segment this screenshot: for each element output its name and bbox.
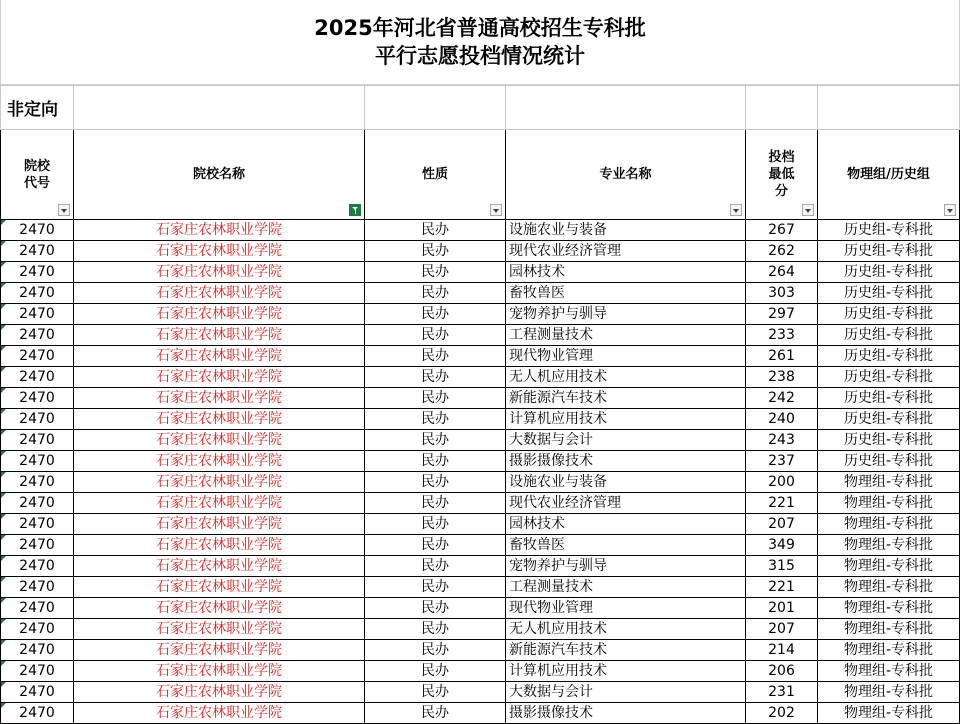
table-row <box>1 703 960 724</box>
header-code-label: 院校 代号 <box>23 158 50 191</box>
admission-table <box>0 85 960 724</box>
header-major[interactable] <box>506 130 746 220</box>
cell-major[interactable]: 摄影摄像技术 <box>506 703 746 724</box>
title-line-1: 2025年河北省普通高校招生专科批 <box>314 16 646 40</box>
cell-nature[interactable]: 民办 <box>365 430 506 451</box>
cell-group[interactable]: 历史组-专科批 <box>818 241 960 262</box>
table-row <box>1 661 960 682</box>
cell-group[interactable]: 历史组-专科批 <box>818 283 960 304</box>
header-major-label: 专业名称 <box>599 167 652 182</box>
cell-group[interactable]: 物理组-专科批 <box>818 619 960 640</box>
cell-score[interactable]: 297 <box>746 304 818 325</box>
cell-group[interactable]: 物理组-专科批 <box>818 514 960 535</box>
cell-major[interactable]: 无人机应用技术 <box>506 367 746 388</box>
cell-code[interactable]: 2470 <box>1 682 74 703</box>
cell-school[interactable]: 石家庄农林职业学院 <box>74 451 365 472</box>
cell-school[interactable]: 石家庄农林职业学院 <box>74 556 365 577</box>
cell-code[interactable]: 2470 <box>1 388 74 409</box>
cell-major[interactable]: 宠物养护与驯导 <box>506 304 746 325</box>
cell-major[interactable]: 畜牧兽医 <box>506 283 746 304</box>
cell-nature[interactable]: 民办 <box>365 598 506 619</box>
cell-score[interactable]: 262 <box>746 241 818 262</box>
table-row <box>1 220 960 241</box>
cell-score[interactable]: 214 <box>746 640 818 661</box>
cell-major[interactable]: 现代农业经济管理 <box>506 241 746 262</box>
cell-major[interactable]: 工程测量技术 <box>506 325 746 346</box>
table-row <box>1 472 960 493</box>
filter-dropdown-icon[interactable] <box>58 204 70 216</box>
cell-major[interactable]: 新能源汽车技术 <box>506 640 746 661</box>
header-row <box>1 130 960 220</box>
empty-cell[interactable] <box>818 86 960 130</box>
cell-code[interactable]: 2470 <box>1 304 74 325</box>
cell-code[interactable]: 2470 <box>1 430 74 451</box>
table-row <box>1 388 960 409</box>
cell-school[interactable]: 石家庄农林职业学院 <box>74 367 365 388</box>
cell-school[interactable]: 石家庄农林职业学院 <box>74 703 365 724</box>
filter-dropdown-icon[interactable] <box>802 204 814 216</box>
cell-school[interactable]: 石家庄农林职业学院 <box>74 493 365 514</box>
cell-nature[interactable]: 民办 <box>365 388 506 409</box>
cell-major[interactable]: 现代物业管理 <box>506 346 746 367</box>
cell-group[interactable]: 物理组-专科批 <box>818 703 960 724</box>
cell-school[interactable]: 石家庄农林职业学院 <box>74 283 365 304</box>
cell-group[interactable]: 物理组-专科批 <box>818 598 960 619</box>
cell-group[interactable]: 历史组-专科批 <box>818 367 960 388</box>
cell-nature[interactable]: 民办 <box>365 367 506 388</box>
table-row <box>1 262 960 283</box>
table-row <box>1 241 960 262</box>
cell-score[interactable]: 315 <box>746 556 818 577</box>
cell-school[interactable]: 石家庄农林职业学院 <box>74 598 365 619</box>
cell-school[interactable]: 石家庄农林职业学院 <box>74 388 365 409</box>
header-school[interactable] <box>74 130 365 220</box>
table-row <box>1 451 960 472</box>
cell-code[interactable]: 2470 <box>1 535 74 556</box>
cell-nature[interactable]: 民办 <box>365 262 506 283</box>
cell-major[interactable]: 无人机应用技术 <box>506 619 746 640</box>
cell-major[interactable]: 工程测量技术 <box>506 577 746 598</box>
cell-major[interactable]: 大数据与会计 <box>506 682 746 703</box>
title-line-2: 平行志愿投档情况统计 <box>375 44 585 68</box>
table-row <box>1 598 960 619</box>
header-nature-label: 性质 <box>421 167 448 182</box>
table-row <box>1 346 960 367</box>
filter-dropdown-icon[interactable] <box>730 204 742 216</box>
cell-nature[interactable]: 民办 <box>365 535 506 556</box>
cell-group[interactable]: 历史组-专科批 <box>818 451 960 472</box>
cell-school[interactable]: 石家庄农林职业学院 <box>74 535 365 556</box>
cell-score[interactable]: 206 <box>746 661 818 682</box>
cell-group[interactable]: 历史组-专科批 <box>818 388 960 409</box>
cell-code[interactable]: 2470 <box>1 325 74 346</box>
cell-group[interactable]: 历史组-专科批 <box>818 304 960 325</box>
cell-code[interactable]: 2470 <box>1 220 74 241</box>
cell-major[interactable]: 园林技术 <box>506 514 746 535</box>
cell-school[interactable]: 石家庄农林职业学院 <box>74 661 365 682</box>
cell-code[interactable]: 2470 <box>1 703 74 724</box>
cell-nature[interactable]: 民办 <box>365 640 506 661</box>
cell-group[interactable]: 历史组-专科批 <box>818 325 960 346</box>
cell-nature[interactable]: 民办 <box>365 220 506 241</box>
cell-code[interactable]: 2470 <box>1 409 74 430</box>
cell-score[interactable]: 237 <box>746 451 818 472</box>
cell-group[interactable]: 物理组-专科批 <box>818 472 960 493</box>
cell-group[interactable]: 历史组-专科批 <box>818 430 960 451</box>
cell-code[interactable]: 2470 <box>1 262 74 283</box>
cell-code[interactable]: 2470 <box>1 346 74 367</box>
cell-code[interactable]: 2470 <box>1 556 74 577</box>
header-code[interactable] <box>1 130 74 220</box>
section-label[interactable]: 非定向 <box>1 86 74 130</box>
cell-major[interactable]: 新能源汽车技术 <box>506 388 746 409</box>
cell-group[interactable]: 物理组-专科批 <box>818 577 960 598</box>
cell-score[interactable]: 242 <box>746 388 818 409</box>
table-row <box>1 367 960 388</box>
cell-code[interactable]: 2470 <box>1 283 74 304</box>
cell-major[interactable]: 现代物业管理 <box>506 598 746 619</box>
header-group-label: 物理组/历史组 <box>847 167 930 182</box>
filter-dropdown-icon[interactable] <box>944 204 956 216</box>
cell-nature[interactable]: 民办 <box>365 703 506 724</box>
header-score-label: 投档 最低 分 <box>768 150 795 199</box>
cell-major[interactable]: 计算机应用技术 <box>506 661 746 682</box>
table-row <box>1 304 960 325</box>
cell-nature[interactable]: 民办 <box>365 472 506 493</box>
cell-school[interactable]: 石家庄农林职业学院 <box>74 577 365 598</box>
cell-major[interactable]: 园林技术 <box>506 262 746 283</box>
cell-major[interactable]: 大数据与会计 <box>506 430 746 451</box>
cell-score[interactable]: 349 <box>746 535 818 556</box>
table-row <box>1 493 960 514</box>
cell-major[interactable]: 计算机应用技术 <box>506 409 746 430</box>
cell-nature[interactable]: 民办 <box>365 346 506 367</box>
cell-nature[interactable]: 民办 <box>365 514 506 535</box>
cell-group[interactable]: 历史组-专科批 <box>818 409 960 430</box>
section-row <box>1 86 960 130</box>
cell-score[interactable]: 207 <box>746 514 818 535</box>
cell-score[interactable]: 200 <box>746 472 818 493</box>
cell-code[interactable]: 2470 <box>1 640 74 661</box>
table-row <box>1 640 960 661</box>
cell-school[interactable]: 石家庄农林职业学院 <box>74 241 365 262</box>
cell-school[interactable]: 石家庄农林职业学院 <box>74 325 365 346</box>
empty-cell[interactable] <box>746 86 818 130</box>
header-score[interactable] <box>746 130 818 220</box>
cell-nature[interactable]: 民办 <box>365 556 506 577</box>
cell-code[interactable]: 2470 <box>1 493 74 514</box>
cell-group[interactable]: 物理组-专科批 <box>818 493 960 514</box>
cell-score[interactable]: 240 <box>746 409 818 430</box>
cell-score[interactable]: 264 <box>746 262 818 283</box>
cell-school[interactable]: 石家庄农林职业学院 <box>74 682 365 703</box>
cell-score[interactable]: 238 <box>746 367 818 388</box>
cell-nature[interactable]: 民办 <box>365 682 506 703</box>
cell-major[interactable]: 宠物养护与驯导 <box>506 556 746 577</box>
table-row <box>1 619 960 640</box>
cell-score[interactable]: 202 <box>746 703 818 724</box>
cell-school[interactable]: 石家庄农林职业学院 <box>74 472 365 493</box>
cell-nature[interactable]: 民办 <box>365 241 506 262</box>
cell-major[interactable]: 现代农业经济管理 <box>506 493 746 514</box>
cell-score[interactable]: 243 <box>746 430 818 451</box>
filter-active-icon[interactable] <box>349 204 361 216</box>
cell-code[interactable]: 2470 <box>1 472 74 493</box>
cell-code[interactable]: 2470 <box>1 577 74 598</box>
cell-nature[interactable]: 民办 <box>365 325 506 346</box>
cell-score[interactable]: 303 <box>746 283 818 304</box>
cell-school[interactable]: 石家庄农林职业学院 <box>74 409 365 430</box>
cell-nature[interactable]: 民办 <box>365 304 506 325</box>
table-row <box>1 430 960 451</box>
cell-nature[interactable]: 民办 <box>365 451 506 472</box>
cell-code[interactable]: 2470 <box>1 451 74 472</box>
cell-group[interactable]: 物理组-专科批 <box>818 640 960 661</box>
table-row <box>1 283 960 304</box>
cell-school[interactable]: 石家庄农林职业学院 <box>74 514 365 535</box>
cell-school[interactable]: 石家庄农林职业学院 <box>74 304 365 325</box>
table-row <box>1 682 960 703</box>
table-row <box>1 556 960 577</box>
cell-group[interactable]: 物理组-专科批 <box>818 661 960 682</box>
cell-major[interactable]: 设施农业与装备 <box>506 220 746 241</box>
cell-school[interactable]: 石家庄农林职业学院 <box>74 619 365 640</box>
cell-code[interactable]: 2470 <box>1 367 74 388</box>
cell-group[interactable]: 物理组-专科批 <box>818 535 960 556</box>
table-row <box>1 514 960 535</box>
cell-group[interactable]: 历史组-专科批 <box>818 220 960 241</box>
cell-group[interactable]: 物理组-专科批 <box>818 556 960 577</box>
cell-score[interactable]: 231 <box>746 682 818 703</box>
empty-cell[interactable] <box>74 86 365 130</box>
filter-dropdown-icon[interactable] <box>490 204 502 216</box>
cell-score[interactable]: 233 <box>746 325 818 346</box>
cell-score[interactable]: 267 <box>746 220 818 241</box>
cell-code[interactable]: 2470 <box>1 514 74 535</box>
empty-cell[interactable] <box>365 86 506 130</box>
cell-major[interactable]: 设施农业与装备 <box>506 472 746 493</box>
cell-nature[interactable]: 民办 <box>365 661 506 682</box>
cell-code[interactable]: 2470 <box>1 661 74 682</box>
cell-school[interactable]: 石家庄农林职业学院 <box>74 220 365 241</box>
table-row <box>1 409 960 430</box>
cell-nature[interactable]: 民办 <box>365 409 506 430</box>
table-row <box>1 577 960 598</box>
cell-major[interactable]: 畜牧兽医 <box>506 535 746 556</box>
cell-school[interactable]: 石家庄农林职业学院 <box>74 262 365 283</box>
cell-score[interactable]: 221 <box>746 493 818 514</box>
cell-nature[interactable]: 民办 <box>365 619 506 640</box>
table-row <box>1 325 960 346</box>
cell-score[interactable]: 261 <box>746 346 818 367</box>
cell-school[interactable]: 石家庄农林职业学院 <box>74 430 365 451</box>
table-row <box>1 535 960 556</box>
cell-code[interactable]: 2470 <box>1 619 74 640</box>
cell-school[interactable]: 石家庄农林职业学院 <box>74 640 365 661</box>
cell-school[interactable]: 石家庄农林职业学院 <box>74 346 365 367</box>
cell-nature[interactable]: 民办 <box>365 283 506 304</box>
cell-nature[interactable]: 民办 <box>365 493 506 514</box>
cell-score[interactable]: 221 <box>746 577 818 598</box>
cell-group[interactable]: 历史组-专科批 <box>818 262 960 283</box>
header-school-label: 院校名称 <box>192 167 245 182</box>
cell-group[interactable]: 历史组-专科批 <box>818 346 960 367</box>
cell-group[interactable]: 物理组-专科批 <box>818 682 960 703</box>
cell-code[interactable]: 2470 <box>1 241 74 262</box>
header-group[interactable] <box>818 130 960 220</box>
cell-code[interactable]: 2470 <box>1 598 74 619</box>
sheet-title <box>0 0 960 85</box>
header-nature[interactable] <box>365 130 506 220</box>
cell-score[interactable]: 207 <box>746 619 818 640</box>
cell-score[interactable]: 201 <box>746 598 818 619</box>
cell-major[interactable]: 摄影摄像技术 <box>506 451 746 472</box>
empty-cell[interactable] <box>506 86 746 130</box>
cell-nature[interactable]: 民办 <box>365 577 506 598</box>
